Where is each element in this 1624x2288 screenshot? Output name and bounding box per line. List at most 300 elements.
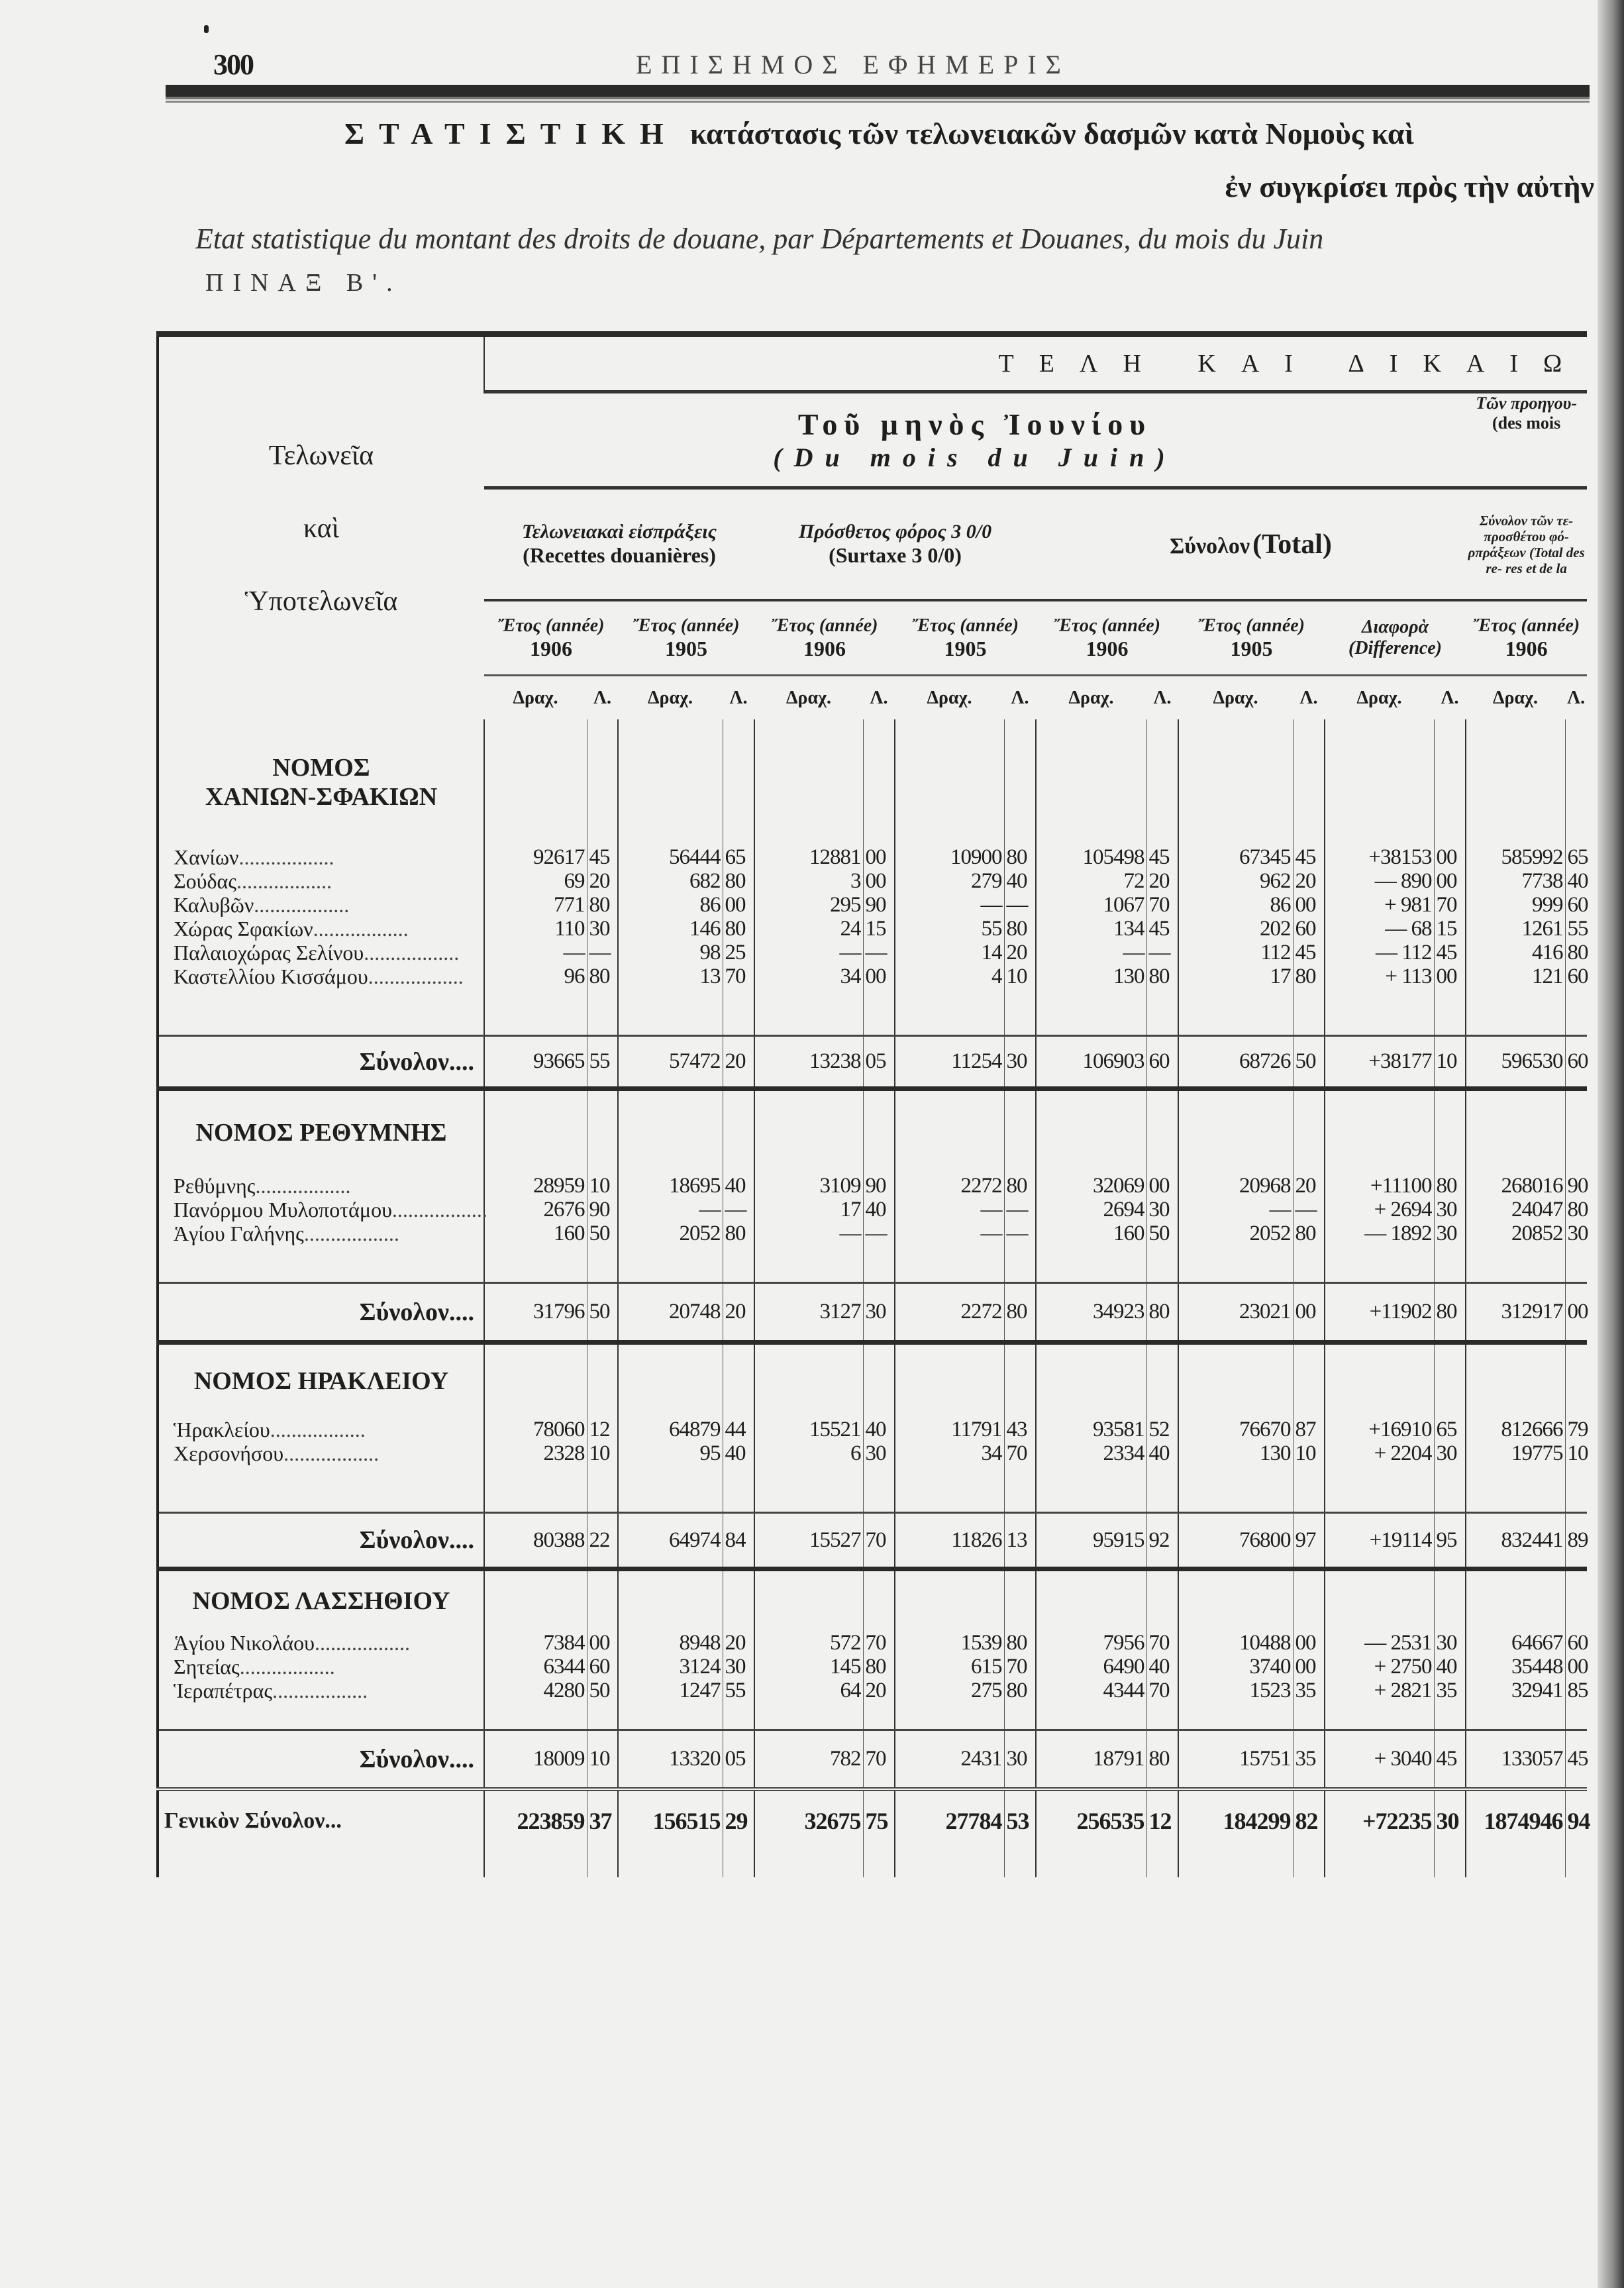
total-greek: Σύνολον [1170,533,1250,558]
drachma-cell: 1261 [1466,917,1565,941]
lepta-cell: 00 [1434,964,1466,988]
dot-leader: .................. [255,1174,351,1198]
empty-cell [754,1089,863,1174]
drachma-cell: 78060 [484,1418,587,1441]
lepta-cell: 35 [1293,1679,1325,1702]
drachma-cell: 133057 [1466,1730,1565,1790]
drachma-cell: 31796 [484,1283,587,1343]
empty-cell [1293,1245,1325,1283]
drachma-cell: 20968 [1178,1174,1293,1198]
drachma-cell: 112 [1178,941,1293,964]
customs-office-name: Καστελλίου Κισσάμου [174,964,368,988]
lepta-cell: 60 [587,1655,618,1679]
lepta-cell: 79 [1565,1418,1587,1441]
drachma-cell: 2272 [895,1283,1004,1343]
empty-cell [1178,1089,1293,1174]
customs-office-cell [158,845,484,869]
empty-cell [1565,988,1587,1036]
empty-cell [587,1702,618,1730]
empty-cell [723,1343,754,1418]
year-value: 1906 [1086,636,1129,660]
surtaxe-header [754,488,1036,601]
lepta-cell: 60 [1565,893,1587,917]
lepta-cell: 65 [723,845,754,869]
empty-cell [1565,1343,1587,1418]
customs-office-cell [158,869,484,893]
customs-office-cell [158,1418,484,1441]
recettes-header [484,488,754,601]
lepta-cell: 45 [1565,1730,1587,1790]
lepta-cell: 90 [587,1198,618,1222]
drachma-cell: 72 [1036,869,1146,893]
lepta-cell: — [863,1222,895,1245]
empty-cell [1434,1702,1466,1730]
drachma-cell: 96 [484,964,587,988]
empty-cell [484,1569,587,1632]
lepta-cell: 37 [587,1789,618,1851]
empty-cell [723,1702,754,1730]
drachma-cell: 7384 [484,1631,587,1655]
header-rule-thin [166,101,1590,103]
table-row [158,1655,1587,1679]
empty-cell [618,1245,723,1283]
table-row [158,1418,1587,1441]
lepta-cell: 70 [863,1513,895,1569]
drachma-unit-header: Δραχ. [1036,676,1146,720]
title-line-1 [344,116,1414,151]
lepta-cell: 30 [1004,1036,1036,1089]
year-label: Ἔτος (année) [1197,615,1305,636]
customs-office-cell [158,1174,484,1198]
drachma-cell: 106903 [1036,1036,1146,1089]
drachma-cell: 184299 [1178,1789,1293,1851]
empty-cell [1004,988,1036,1036]
drachma-cell: 34 [754,964,863,988]
table-row [158,917,1587,941]
drachma-cell: 32675 [754,1789,863,1851]
empty-cell [1325,719,1434,845]
drachma-cell: 1247 [618,1679,723,1702]
spacer-cell [158,1465,484,1513]
lepta-cell: 12 [587,1418,618,1441]
empty-cell [895,1343,1004,1418]
empty-cell [484,719,587,845]
statistics-table-wrapper [156,331,1594,1877]
empty-cell [587,1465,618,1513]
year-label: Ἔτος (année) [633,615,740,636]
empty-cell [1293,1465,1325,1513]
empty-cell [1146,1245,1178,1283]
empty-cell [587,1343,618,1418]
drachma-cell: 34 [895,1441,1004,1465]
french-title: Etat statistique du montant des droits de douane, par Départements et Douanes, du mois du Juin [195,223,1324,255]
drachma-cell: 160 [1036,1222,1146,1245]
drachma-cell: + 2204 [1325,1441,1434,1465]
lepta-cell: 70 [863,1730,895,1790]
running-title: ΕΠΙΣΗΜΟΣ ΕΦΗΜΕΡΙΣ [636,50,1070,79]
drachma-cell: 4 [895,964,1004,988]
drachma-cell: 56444 [618,845,723,869]
drachma-cell: + 981 [1325,893,1434,917]
table-row [158,1679,1587,1702]
empty-cell [863,1089,895,1174]
lepta-cell: 60 [1146,1036,1178,1089]
empty-cell [587,988,618,1036]
customs-office-cell [158,1222,484,1245]
drachma-cell: — [1178,1198,1293,1222]
ink-mark [204,25,209,33]
nomos-total-row [158,1513,1587,1569]
empty-cell [895,1851,1004,1877]
lepta-cell: 05 [863,1036,895,1089]
lepta-cell: 60 [1565,1631,1587,1655]
title-rest: κατάστασις τῶν τελωνειακῶν δασμῶν κατὰ Νομοὺς καὶ [689,117,1414,150]
lepta-cell: 60 [1293,917,1325,941]
empty-cell [1565,1089,1587,1174]
lepta-cell: 40 [863,1418,895,1441]
drachma-cell: 3127 [754,1283,863,1343]
drachma-cell: 68726 [1178,1036,1293,1089]
lepta-unit-header: Λ. [587,676,618,720]
drachma-cell: 7738 [1466,869,1565,893]
lepta-cell: 30 [1004,1730,1036,1790]
empty-cell [587,719,618,845]
drachma-cell: 12881 [754,845,863,869]
lepta-cell: 00 [1434,845,1466,869]
lepta-cell: 30 [1434,1441,1466,1465]
empty-cell [1004,1245,1036,1283]
drachma-cell: 35448 [1466,1655,1565,1679]
grand-total-row [158,1789,1587,1851]
page-number: 300 [213,48,253,81]
drachma-cell: 105498 [1036,845,1146,869]
lepta-cell: 00 [863,845,895,869]
lepta-cell: 97 [1293,1513,1325,1569]
lepta-cell: 52 [1146,1418,1178,1441]
empty-cell [484,1851,587,1877]
drachma-cell: 8948 [618,1631,723,1655]
lepta-cell: 80 [1565,1198,1587,1222]
lepta-cell: 40 [1434,1655,1466,1679]
drachma-cell: +11100 [1325,1174,1434,1198]
drachma-cell: 20852 [1466,1222,1565,1245]
lepta-cell: 60 [1565,1036,1587,1089]
lepta-cell: 45 [1146,845,1178,869]
drachma-cell: 3 [754,869,863,893]
empty-cell [1565,1851,1587,1877]
lepta-cell: 10 [1565,1441,1587,1465]
empty-cell [1466,1089,1565,1174]
lepta-cell: 80 [1004,917,1036,941]
lepta-cell: 35 [1434,1679,1466,1702]
empty-cell [723,1851,754,1877]
lepta-cell: 70 [863,1631,895,1655]
empty-cell [618,1851,723,1877]
nomos-total-row [158,1036,1587,1089]
empty-cell [863,1702,895,1730]
empty-cell [1466,1569,1565,1632]
empty-cell [618,988,723,1036]
drachma-cell: + 2750 [1325,1655,1434,1679]
drachma-cell: 782 [754,1730,863,1790]
empty-cell [1146,1702,1178,1730]
lepta-cell: 80 [1004,845,1036,869]
empty-cell [1178,1851,1293,1877]
customs-office-name: Ἁγίου Γαλήνης [174,1222,304,1245]
nomos-total-row [158,1283,1587,1343]
lepta-cell: 30 [1434,1198,1466,1222]
empty-cell [723,1569,754,1632]
drachma-cell: 92617 [484,845,587,869]
empty-cell [1434,1343,1466,1418]
drachma-cell: 20748 [618,1283,723,1343]
empty-cell [618,1089,723,1174]
lepta-cell: 65 [1565,845,1587,869]
empty-cell [723,988,754,1036]
dot-leader: .................. [272,1679,368,1702]
drachma-cell: — [618,1198,723,1222]
dot-leader: .................. [254,893,350,917]
lepta-cell: 00 [1293,1655,1325,1679]
drachma-cell: 32069 [1036,1174,1146,1198]
lepta-cell: 80 [723,869,754,893]
lepta-cell: 80 [1146,1283,1178,1343]
empty-cell [587,1245,618,1283]
drachma-cell: 134 [1036,917,1146,941]
lepta-cell: 29 [723,1789,754,1851]
drachma-cell: +38153 [1325,845,1434,869]
lepta-cell: — [723,1198,754,1222]
drachma-unit-header: Δραχ. [754,676,863,720]
empty-cell [1325,1089,1434,1174]
month-header [484,392,1466,488]
lepta-cell: 45 [1293,941,1325,964]
lepta-cell: — [1004,893,1036,917]
empty-cell [1565,1465,1587,1513]
total-label: Σύνολον.... [158,1036,484,1089]
drachma-cell: 11791 [895,1418,1004,1441]
empty-cell [723,1245,754,1283]
total-french: (Total) [1252,529,1332,560]
empty-cell [1325,1851,1434,1877]
empty-cell [754,719,863,845]
empty-cell [1146,1465,1178,1513]
lepta-cell: 00 [1146,1174,1178,1198]
drachma-cell: 2334 [1036,1441,1146,1465]
drachma-cell: — [484,941,587,964]
empty-cell [1146,1569,1178,1632]
lepta-cell: 10 [587,1441,618,1465]
year-label: Ἔτος (année) [771,615,878,636]
drachma-cell: 223859 [484,1789,587,1851]
lepta-cell: 50 [1146,1222,1178,1245]
left-header-line: Τελωνεῖα [268,440,374,471]
lepta-unit-header: Λ. [1146,676,1178,720]
empty-cell [484,1465,587,1513]
lepta-cell: 80 [1293,1222,1325,1245]
drachma-cell: 76670 [1178,1418,1293,1441]
drachma-cell: 156515 [618,1789,723,1851]
drachma-cell: 1067 [1036,893,1146,917]
nomos-name-line: ΝΟΜΟΣ ΡΕΘΥΜΝΗΣ [195,1118,447,1147]
drachma-cell: 585992 [1466,845,1565,869]
empty-cell [1466,1343,1565,1418]
customs-office-cell [158,893,484,917]
drachma-cell: 19775 [1466,1441,1565,1465]
empty-cell [1565,1569,1587,1632]
empty-cell [1004,1702,1036,1730]
drachma-unit-header: Δραχ. [484,676,587,720]
lepta-cell: 30 [1146,1198,1178,1222]
empty-cell [1036,988,1146,1036]
lepta-cell: 15 [863,917,895,941]
difference-french: (Difference) [1348,638,1442,658]
empty-cell [1325,1569,1434,1632]
drachma-cell: 682 [618,869,723,893]
nomos-name [158,1569,484,1632]
empty-cell [618,1343,723,1418]
year-header [1466,600,1587,676]
drachma-cell: 130 [1178,1441,1293,1465]
year-value: 1905 [944,636,987,660]
empty-cell [1178,1343,1293,1418]
empty-cell [1293,1343,1325,1418]
year-label: Ἔτος (année) [497,615,605,636]
lepta-cell: 20 [723,1036,754,1089]
lepta-cell: 80 [1565,941,1587,964]
drachma-cell: 17 [1178,964,1293,988]
empty-cell [1466,1702,1565,1730]
surtaxe-french: (Surtaxe 3 0/0) [829,543,962,567]
empty-cell [1004,1569,1036,1632]
drachma-cell: 93665 [484,1036,587,1089]
drachma-cell: + 2694 [1325,1198,1434,1222]
lepta-cell: 92 [1146,1513,1178,1569]
lepta-cell: 80 [863,1655,895,1679]
spacer-row [158,1465,1587,1513]
lepta-cell: — [1293,1198,1325,1222]
drachma-cell: 6 [754,1441,863,1465]
lepta-cell: 00 [1565,1283,1587,1343]
empty-cell [1565,719,1587,845]
lepta-cell: 80 [1146,964,1178,988]
lepta-cell: 25 [723,941,754,964]
empty-cell [1146,1089,1178,1174]
drachma-cell: 202 [1178,917,1293,941]
empty-cell [1178,1245,1293,1283]
lepta-cell: 89 [1565,1513,1587,1569]
empty-cell [1434,988,1466,1036]
empty-cell [1434,1851,1466,1877]
empty-cell [723,1465,754,1513]
lepta-cell: 10 [587,1730,618,1790]
lepta-cell: 80 [1146,1730,1178,1790]
drachma-cell: 3124 [618,1655,723,1679]
year-value: 1906 [530,636,572,660]
empty-cell [754,1245,863,1283]
nomos-name [158,1343,484,1418]
customs-office-name: Παλαιοχώρας Σελίνου [174,941,364,964]
drachma-cell: 95 [618,1441,723,1465]
office-column-header [158,335,484,720]
drachma-cell: 10488 [1178,1631,1293,1655]
drachma-cell: 999 [1466,893,1565,917]
empty-cell [895,988,1004,1036]
lepta-cell: 44 [723,1418,754,1441]
drachma-cell: 32941 [1466,1679,1565,1702]
empty-cell [1036,1245,1146,1283]
drachma-cell: 615 [895,1655,1004,1679]
empty-cell [587,1089,618,1174]
customs-office-name: Χερσονήσου [174,1441,284,1465]
table-row [158,1198,1587,1222]
drachma-cell: 98 [618,941,723,964]
drachma-cell: 95915 [1036,1513,1146,1569]
empty-cell [1178,988,1293,1036]
total-header [1036,488,1466,601]
left-header-line: Ὑποτελωνεῖα [244,586,398,617]
empty-cell [1036,1465,1146,1513]
previous-greek: Τῶν προηγου- [1476,393,1578,413]
drachma-unit-header: Δραχ. [1178,676,1293,720]
empty-cell [1036,1851,1146,1877]
table-row [158,893,1587,917]
year-label: Ἔτος (année) [1473,615,1580,636]
lepta-cell: 85 [1565,1679,1587,1702]
customs-office-name: Καλυβῶν [174,893,254,917]
lepta-cell: 30 [1434,1631,1466,1655]
empty-cell [1466,988,1565,1036]
lepta-cell: — [863,941,895,964]
drachma-cell: 69 [484,869,587,893]
drachma-cell: 67345 [1178,845,1293,869]
empty-cell [863,1851,895,1877]
drachma-cell: 27784 [895,1789,1004,1851]
empty-cell [1036,1089,1146,1174]
drachma-cell: — [1036,941,1146,964]
drachma-cell: 160 [484,1222,587,1245]
grand-total-label: Γενικὸν Σύνολον... [158,1789,484,1851]
previous-french: (des mois [1492,413,1561,433]
lepta-cell: 20 [723,1631,754,1655]
empty-cell [723,719,754,845]
drachma-cell: 18791 [1036,1730,1146,1790]
empty-cell [618,1465,723,1513]
customs-office-cell [158,964,484,988]
lepta-cell: 50 [587,1283,618,1343]
drachma-cell: 6344 [484,1655,587,1679]
drachma-cell: 13 [618,964,723,988]
lepta-cell: 50 [587,1222,618,1245]
empty-cell [618,1702,723,1730]
lepta-cell: 80 [1434,1283,1466,1343]
lepta-cell: 45 [587,845,618,869]
drachma-cell: — [895,1222,1004,1245]
drachma-cell: — [754,1222,863,1245]
lepta-cell: 55 [723,1679,754,1702]
empty-cell [1325,1702,1434,1730]
empty-cell [618,719,723,845]
drachma-cell: 145 [754,1655,863,1679]
nomos-header-row [158,719,1587,845]
lepta-cell: 30 [723,1655,754,1679]
empty-cell [1146,988,1178,1036]
table-row [158,1441,1587,1465]
lepta-cell: 00 [1293,893,1325,917]
empty-cell [895,1089,1004,1174]
lepta-cell: 00 [863,869,895,893]
lepta-cell: 70 [1146,1679,1178,1702]
